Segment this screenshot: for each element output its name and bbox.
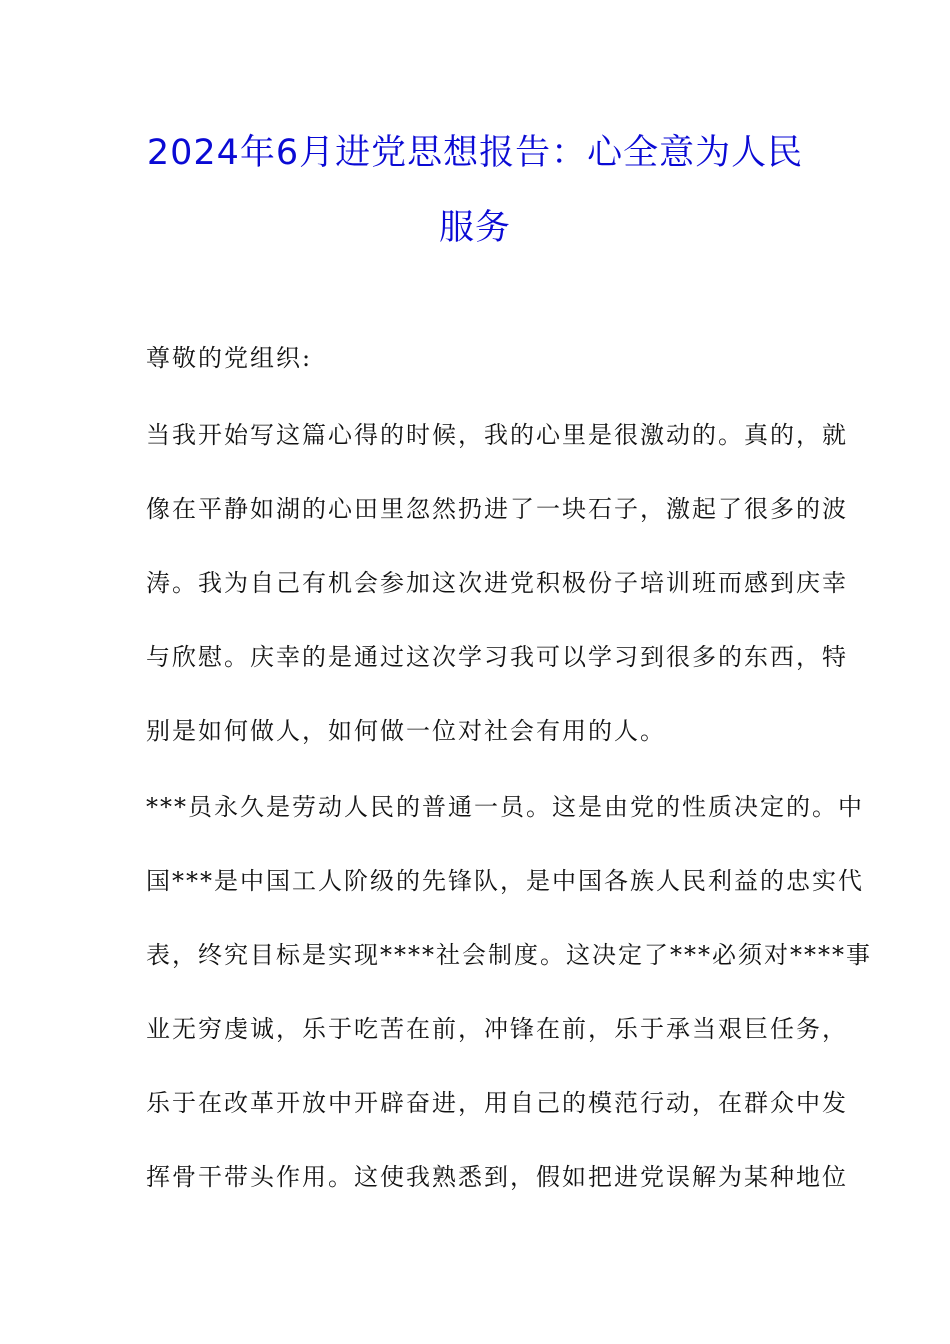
paragraph-line: 像在平静如湖的心田里忽然扔进了一块石子，激起了很多的波 (146, 495, 848, 523)
salutation: 尊敬的党组织: (146, 344, 313, 372)
paragraph-line: 国***是中国工人阶级的先锋队，是中国各族人民利益的忠实代 (146, 867, 864, 895)
paragraph-line: 业无穷虔诚，乐于吃苦在前，冲锋在前，乐于承当艰巨任务， (146, 1015, 848, 1043)
document-title-line-2: 服务 (438, 208, 511, 248)
document-title-line-1: 2024年6月进党思想报告：心全意为人民 (146, 133, 804, 173)
paragraph-line: 挥骨干带头作用。这使我熟悉到，假如把进党误解为某种地位 (146, 1163, 848, 1191)
paragraph-line: 表，终究目标是实现****社会制度。这决定了***必须对****事 (146, 941, 872, 969)
paragraph-line: 涛。我为自己有机会参加这次进党积极份子培训班而感到庆幸 (146, 569, 848, 597)
paragraph-line: 与欣慰。庆幸的是通过这次学习我可以学习到很多的东西，特 (146, 643, 848, 671)
paragraph-line: 别是如何做人，如何做一位对社会有用的人。 (146, 717, 666, 745)
paragraph-line: ***员永久是劳动人民的普通一员。这是由党的性质决定的。中 (146, 793, 864, 821)
paragraph-line: 当我开始写这篇心得的时候，我的心里是很激动的。真的，就 (146, 421, 848, 449)
paragraph-line: 乐于在改革开放中开辟奋进，用自己的模范行动，在群众中发 (146, 1089, 848, 1117)
